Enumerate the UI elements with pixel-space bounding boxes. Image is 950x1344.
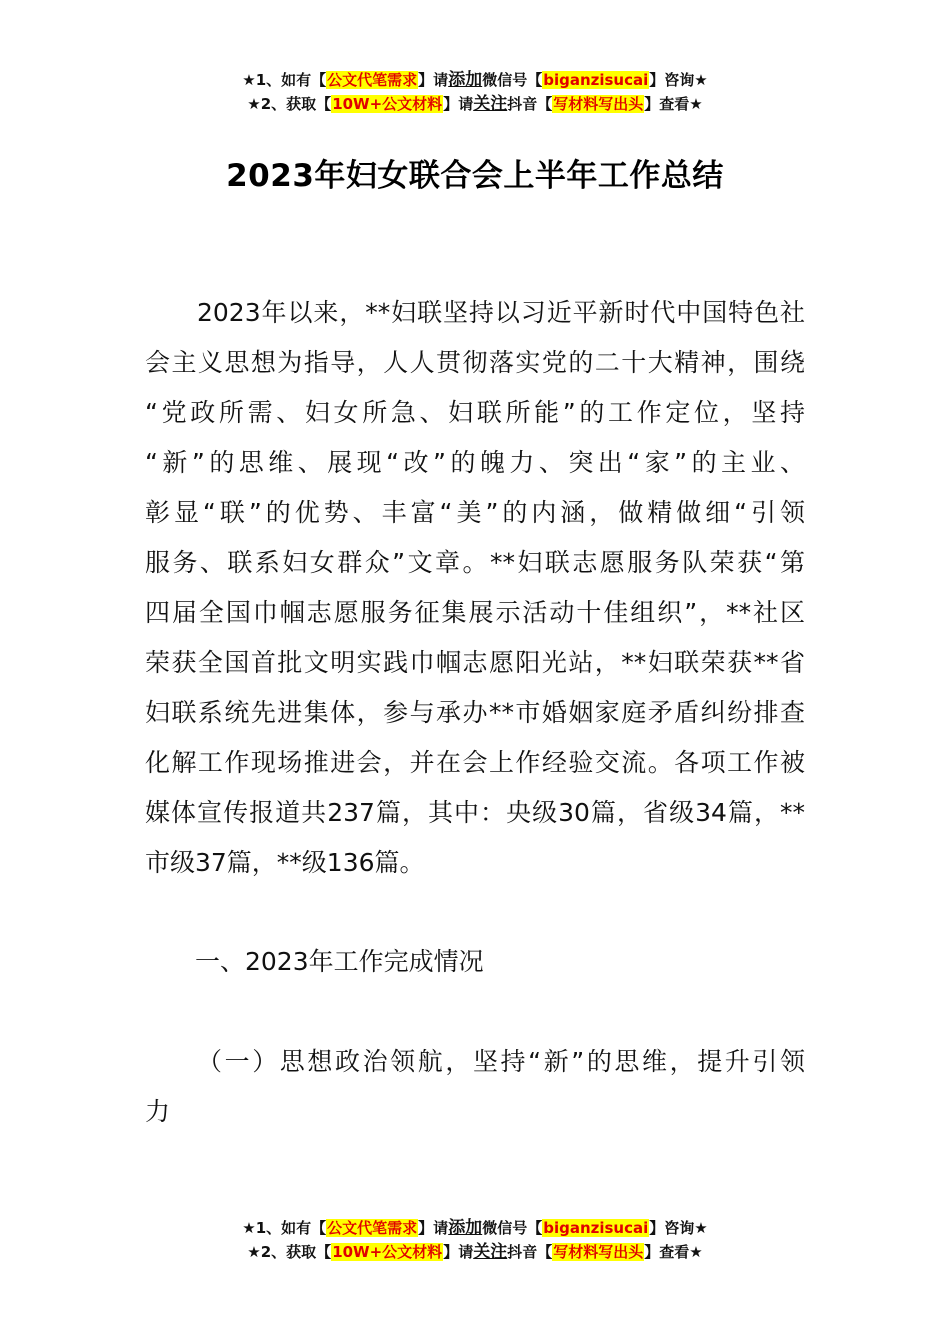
paragraph-line: 力 bbox=[145, 1097, 171, 1126]
paragraph-line: 媒体宣传报道共237篇，其中：央级30篇，省级34篇，** bbox=[145, 798, 805, 827]
banner-highlight: 10W+公文材料 bbox=[332, 95, 443, 113]
paragraph-line: 市级37篇，**级136篇。 bbox=[145, 848, 425, 877]
banner-text: 】咨询★ bbox=[649, 71, 708, 89]
banner-text: 】请 bbox=[418, 71, 449, 89]
subsection-heading bbox=[145, 1037, 805, 1137]
paragraph-line: 化解工作现场推进会，并在会上作经验交流。各项工作被 bbox=[145, 748, 805, 777]
banner-highlight: 写材料写出头 bbox=[553, 95, 644, 113]
paragraph-line: 荣获全国首批文明实践巾帼志愿阳光站，**妇联荣获**省 bbox=[145, 648, 805, 677]
footer-banner bbox=[0, 1216, 950, 1264]
banner-text: 】咨询★ bbox=[649, 1219, 708, 1237]
banner-highlight: 公文代笔需求 bbox=[327, 1219, 418, 1237]
paragraph-line: 2023年以来，**妇联坚持以习近平新时代中国特色社 bbox=[197, 298, 805, 327]
banner-highlight: 公文代笔需求 bbox=[327, 71, 418, 89]
banner-text: 抖音【 bbox=[507, 95, 553, 113]
banner-text: ★1、如有【 bbox=[242, 71, 327, 89]
banner-text: ★2、获取【 bbox=[247, 95, 332, 113]
banner-emphasis: 添加 bbox=[448, 70, 483, 90]
banner-text: 微信号【 bbox=[482, 1219, 543, 1237]
banner-highlight: biganzisucai bbox=[543, 71, 649, 89]
banner-text: 】请 bbox=[418, 1219, 449, 1237]
paragraph-line: 四届全国巾帼志愿服务征集展示活动十佳组织”，**社区 bbox=[145, 598, 805, 627]
banner-text: 】查看★ bbox=[644, 95, 703, 113]
banner-highlight: 写材料写出头 bbox=[553, 1243, 644, 1261]
header-banner bbox=[0, 68, 950, 116]
banner-text: 抖音【 bbox=[507, 1243, 553, 1261]
banner-emphasis: 添加 bbox=[448, 1218, 483, 1238]
banner-text: 】请 bbox=[443, 95, 474, 113]
banner-text: ★2、获取【 bbox=[247, 1243, 332, 1261]
banner-line-2 bbox=[0, 92, 950, 116]
banner-line-2 bbox=[0, 1240, 950, 1264]
banner-text: ★1、如有【 bbox=[242, 1219, 327, 1237]
banner-highlight: biganzisucai bbox=[543, 1219, 649, 1237]
banner-highlight: 10W+公文材料 bbox=[332, 1243, 443, 1261]
banner-text: 微信号【 bbox=[482, 71, 543, 89]
banner-emphasis: 关注 bbox=[473, 94, 508, 114]
paragraph-line: “党政所需、妇女所急、妇联所能”的工作定位，坚持 bbox=[145, 398, 805, 427]
paragraph-line: （一）思想政治领航，坚持“新”的思维，提升引领 bbox=[197, 1047, 805, 1076]
banner-emphasis: 关注 bbox=[473, 1242, 508, 1262]
paragraph-line: 妇联系统先进集体，参与承办**市婚姻家庭矛盾纠纷排查 bbox=[145, 698, 805, 727]
paragraph-line: 彰显“联”的优势、丰富“美”的内涵，做精做细“引领 bbox=[145, 498, 805, 527]
banner-text: 】查看★ bbox=[644, 1243, 703, 1261]
banner-line-1 bbox=[0, 1216, 950, 1240]
banner-line-1 bbox=[0, 68, 950, 92]
section-heading: 一、2023年工作完成情况 bbox=[195, 947, 484, 976]
paragraph-line: 会主义思想为指导，人人贯彻落实党的二十大精神，围绕 bbox=[145, 348, 805, 377]
paragraph-line: 服务、联系妇女群众”文章。**妇联志愿服务队荣获“第 bbox=[145, 548, 805, 577]
document-title: 2023年妇女联合会上半年工作总结 bbox=[226, 158, 724, 194]
banner-text: 】请 bbox=[443, 1243, 474, 1261]
paragraph-line: “新”的思维、展现“改”的魄力、突出“家”的主业、 bbox=[145, 448, 805, 477]
intro-paragraph bbox=[145, 288, 805, 888]
